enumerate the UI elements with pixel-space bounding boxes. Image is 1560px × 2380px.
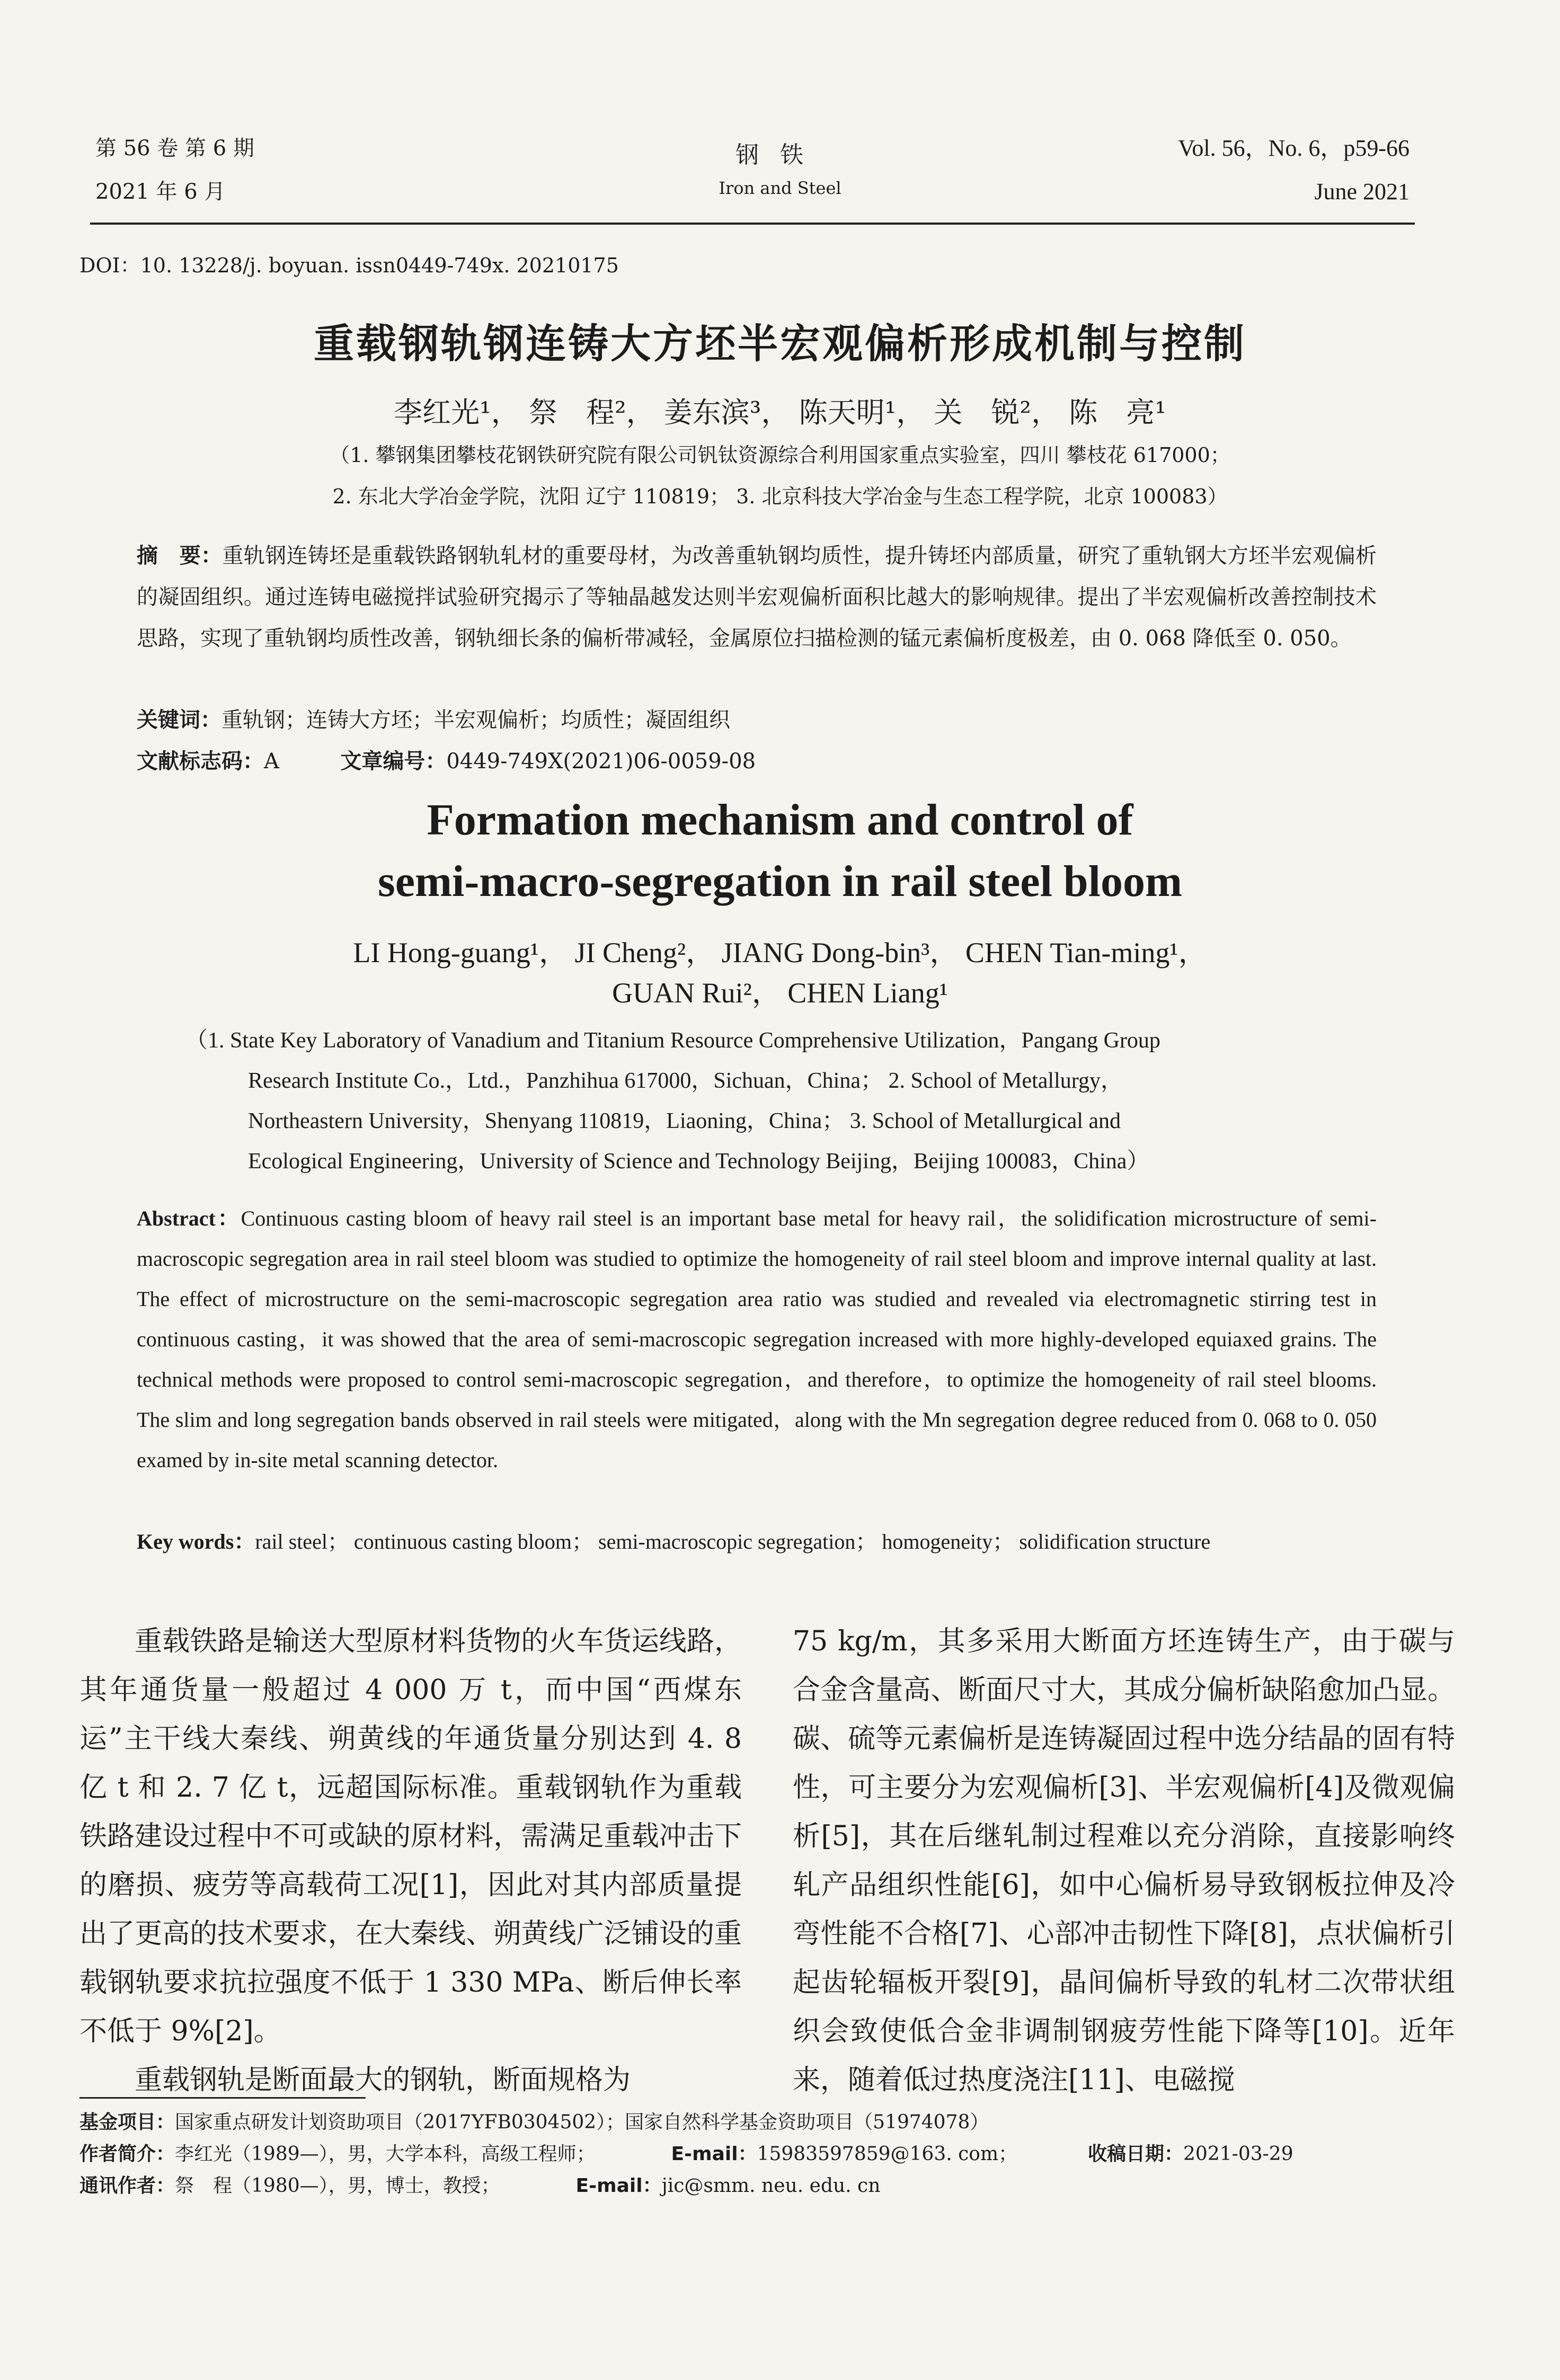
doi: DOI：10. 13228/j. boyuan. issn0449-749x. 20210175 <box>79 254 619 277</box>
keywords-en <box>137 1522 1377 1562</box>
received-date: 2021-03-29 <box>1183 2143 1293 2165</box>
email-label: E-mail： <box>671 2143 757 2165</box>
email-address[interactable]: jic@smm. neu. edu. cn <box>661 2175 881 2197</box>
header-rule <box>90 223 1415 225</box>
header-journal <box>621 136 939 198</box>
article-number-label: 文章编号： <box>340 749 447 774</box>
title-en-line: semi-macro-segregation in rail steel bloom <box>378 857 1182 906</box>
corresponding-author-text: 祭 程（1980—），男，博士，教授； <box>175 2175 500 2197</box>
keywords-cn-text: 重轨钢；连铸大方坯；半宏观偏析；均质性；凝固组织 <box>221 708 730 732</box>
fund-text: 国家重点研发计划资助项目（2017YFB0304502）；国家自然科学基金资助项目（51974078） <box>175 2111 989 2133</box>
authors-cn: 李红光¹， 祭 程²， 姜东滨³， 陈天明¹， 关 锐²， 陈 亮¹ <box>394 396 1166 429</box>
header-volume: 第 56 卷 第 6 期 <box>95 136 254 161</box>
abstract-en <box>137 1198 1377 1480</box>
affiliations-cn <box>106 434 1454 517</box>
authors-en <box>106 933 1454 1013</box>
authors-en-line: GUAN Rui²， CHEN Liang¹ <box>612 977 948 1009</box>
affiliation-cn-line: 2. 东北大学冶金学院，沈阳 辽宁 110819； 3. 北京科技大学冶金与生态工程学院，北京 100083） <box>332 485 1228 508</box>
author-intro-label: 作者简介： <box>79 2143 175 2165</box>
footnote-rule <box>79 2097 366 2099</box>
abstract-en-label: Abstract： <box>137 1206 241 1230</box>
authors-en-line: LI Hong-guang¹， JI Cheng²， JIANG Dong-bin³， CHEN Tian-ming¹， <box>353 937 1207 969</box>
corresponding-author-line <box>79 2170 1457 2202</box>
author-intro-line <box>79 2138 1457 2170</box>
corresponding-author-label: 通讯作者： <box>79 2175 175 2197</box>
email-address[interactable]: 15983597859@163. com； <box>757 2143 1018 2165</box>
affiliation-en-line: Ecological Engineering，University of Science and Technology Beijing，Beijing 100083，China） <box>248 1149 1149 1174</box>
affiliation-en-line: Northeastern University，Shenyang 110819，Liaoning，China； 3. School of Metallurgical and <box>248 1109 1121 1133</box>
header-volume-en: Vol. 56，No. 6，p59-66 <box>1178 135 1410 161</box>
body-paragraph: 75 kg/m，其多采用大断面方坯连铸生产，由于碳与合金含量高、断面尺寸大，其成分偏析缺陷愈加凸显。碳、硫等元素偏析是连铸凝固过程中选分结晶的固有特性，可主要分为宏观偏析[3]、半宏观偏析[4]及微观偏析[5]，其在后继轧制过程难以充分消除，直接影响终轧产品组织性能[6]，如中心偏析易导致钢板拉伸及冷弯性能不合格[7]、心部冲击韧性下降[8]，点状偏析引起齿轮辐板开裂[9]，晶间偏析导致的轧材二次带状组织会致使低合金非调制钢疲劳性能下降等[10]。近年来，随着低过热度浇注[11]、电磁搅 <box>793 1626 1455 2096</box>
abstract-cn <box>137 535 1377 659</box>
header-journal-cn: 钢铁 <box>735 141 825 168</box>
keywords-en-label: Key words： <box>137 1530 255 1553</box>
doc-code-label: 文献标志码： <box>137 749 264 774</box>
doc-code-value: A <box>264 749 279 774</box>
body-right-column <box>793 1617 1455 2104</box>
fund-label: 基金项目： <box>79 2111 175 2133</box>
fund-line <box>79 2107 1457 2138</box>
title-en <box>106 789 1454 912</box>
abstract-cn-text: 重轨钢连铸坯是重载铁路钢轨轧材的重要母材，为改善重轨钢均质性，提升铸坯内部质量，研究了重轨钢大方坯半宏观偏析的凝固组织。通过连铸电磁搅拌试验研究揭示了等轴晶越发达则半宏观偏析面积比越大的影响规律。提出了半宏观偏析改善控制技术思路，实现了重轨钢均质性改善，钢轨细长条的偏析带减轻，金属原位扫描检测的锰元素偏析度极差，由 0. 068 降低至 0. 050。 <box>137 544 1377 651</box>
footnotes <box>79 2107 1457 2202</box>
body-left-column <box>79 1617 742 2104</box>
header-journal-en: Iron and Steel <box>719 178 841 198</box>
body-paragraph: 重载钢轨是断面最大的钢轨，断面规格为 <box>135 2064 631 2096</box>
email-label: E-mail： <box>575 2175 662 2197</box>
keywords-en-text: rail steel； continuous casting bloom； semi-macroscopic segregation； homogeneity； solidification structure <box>255 1530 1211 1553</box>
header-date-en: June 2021 <box>1314 179 1410 205</box>
abstract-en-text: Continuous casting bloom of heavy rail steel is an important base metal for heavy rail，the solidification microstructure of semi-macroscopic segregation area in rail steel bloom was studied to optimize the homogeneity of rail steel bloom and improve internal quality at last. The effect of microstructure on the semi-macroscopic segregation area ratio was studied and revealed via electromagnetic stirring test in continuous casting，it was showed that the area of semi-macroscopic segregation increased with more highly-developed equiaxed grains. The technical methods were proposed to control semi-macroscopic segregation，and therefore，to optimize the homogeneity of rail steel blooms. The slim and long segregation bands observed in rail steels were mitigated，along with the Mn segregation degree reduced from 0. 068 to 0. 050 examed by in-site metal scanning detector. <box>137 1206 1377 1472</box>
header-date: 2021 年 6 月 <box>95 180 226 204</box>
article-number-value: 0449-749X(2021)06-0059-08 <box>446 749 756 774</box>
abstract-cn-label: 摘 要： <box>137 544 223 568</box>
title-cn: 重载钢轨钢连铸大方坯半宏观偏析形成机制与控制 <box>314 320 1246 367</box>
body-paragraph: 重载铁路是输送大型原材料货物的火车货运线路，其年通货量一般超过 4 000 万 t，而中国“西煤东运”主干线大秦线、朔黄线的年通货量分别达到 4. 8 亿 t 和 2. 7 亿 t，远超国际标准。重载钢轨作为重载铁路建设过程中不可或缺的原材料，需满足重载冲击下的磨损、疲劳等高载荷工况[1]，因此对其内部质量提出了更高的技术要求，在大秦线、朔黄线广泛铺设的重载钢轨要求抗拉强度不低于 1 330 MPa、断后伸长率不低于 9%[2]。 <box>79 1626 742 2047</box>
keywords-cn-label: 关键词： <box>137 708 221 732</box>
affiliation-en-line: （1. State Key Laboratory of Vanadium and Titanium Resource Comprehensive Utilization，Pangang Group <box>185 1028 1160 1053</box>
title-en-line: Formation mechanism and control of <box>427 795 1133 845</box>
keywords-cn <box>137 699 1377 741</box>
author-intro-text: 李红光（1989—），男，大学本科，高级工程师； <box>175 2143 596 2165</box>
affiliations-en <box>185 1020 1431 1182</box>
affiliation-cn-line: （1. 攀钢集团攀枝花钢铁研究院有限公司钒钛资源综合利用国家重点实验室，四川 攀枝花 617000； <box>330 443 1230 467</box>
received-date-label: 收稿日期： <box>1088 2143 1184 2165</box>
doc-code-line <box>137 741 1377 782</box>
affiliation-en-line: Research Institute Co.，Ltd.，Panzhihua 617000，Sichuan，China； 2. School of Metallurgy， <box>248 1069 1123 1093</box>
